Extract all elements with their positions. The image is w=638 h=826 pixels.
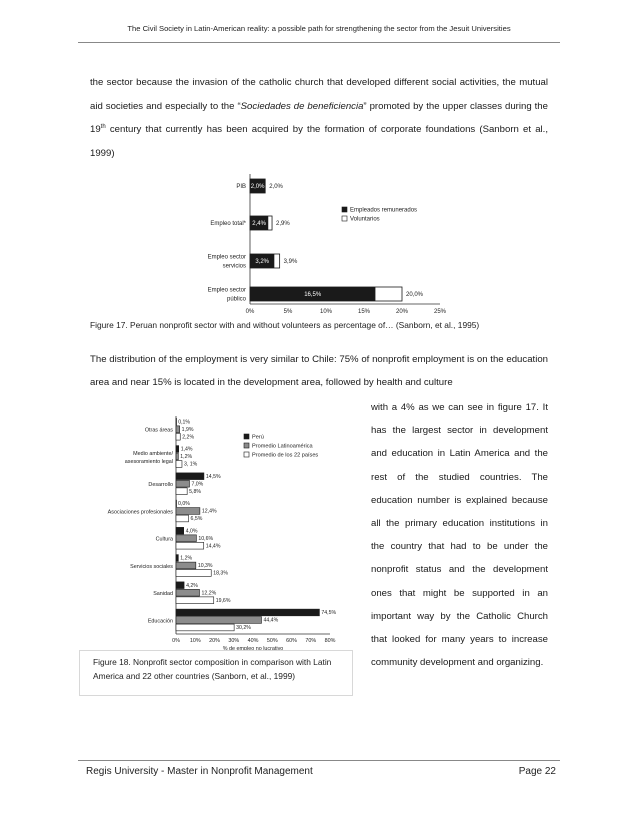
fig18-bar-label: 19,6% bbox=[215, 597, 231, 604]
right-column bbox=[371, 396, 548, 674]
fig18-tick-label: 30% bbox=[228, 638, 240, 644]
fig18-legend-swatch bbox=[244, 443, 249, 448]
fig18-tick-label: 20% bbox=[209, 638, 220, 644]
right-column-text: with a 4% as we can see in figure 17. It has the largest sector in development and education in Latin America and the rest of the studied countries. The education number is explained because all the primary education institutions in the country that had to be under the nonprofit status and the development ones that might be supported in an important way by the Catholic Church that looked for many years to increase community development and organizing. bbox=[371, 402, 548, 669]
fig18-tick-label: 70% bbox=[305, 638, 317, 644]
fig17-legend-label: Voluntarios bbox=[350, 216, 380, 223]
fig18-bar-label: 0,1% bbox=[178, 419, 191, 426]
fig18-x-axis-label: % de empleo no lucrativo bbox=[222, 646, 284, 652]
fig18-bar-latinoamerica bbox=[176, 480, 189, 487]
fig18-bar-peru bbox=[176, 446, 179, 453]
fig18-bar-latinoamerica bbox=[176, 617, 261, 624]
paragraph-1-part-a: the sector because the invasion of the catholic church that developed different social activities, the mutual aid societies and especially to the “ bbox=[90, 77, 548, 112]
paragraph-2-text: The distribution of the employment is very similar to Chile: 75% of nonprofit employment is on the education area and near 15% is located in the development area, followed by health and culture bbox=[90, 354, 548, 388]
figure-17-caption: Figure 17. Peruan nonprofit sector with and without volunteers as percentage of… (Sanborn, et al., 1995) bbox=[90, 320, 480, 330]
fig17-category-label: Empleo sector bbox=[207, 254, 246, 261]
paragraph-1-part-c: century that currently has been acquired by the formation of corporate foundations (Sanborn et al., 1999) bbox=[90, 124, 548, 159]
fig18-category-label: Educación bbox=[147, 618, 173, 625]
fig17-legend-swatch bbox=[342, 207, 347, 212]
fig18-legend-swatch bbox=[244, 452, 249, 457]
fig17-label-remunerados: 2,4% bbox=[252, 221, 266, 228]
figure-18-chart bbox=[82, 412, 354, 652]
fig18-category-label: Asociaciones profesionales bbox=[107, 509, 173, 516]
fig18-legend-swatch bbox=[244, 434, 249, 439]
paragraph-2 bbox=[90, 348, 548, 394]
fig18-bar-22-paises bbox=[176, 624, 234, 631]
fig18-bar-peru bbox=[176, 555, 178, 562]
fig17-label-voluntarios: 2,9% bbox=[276, 221, 290, 228]
paragraph-1-part-b: ” promoted by the upper classes during the 19 bbox=[90, 100, 548, 135]
fig17-category-label: Empleo total* bbox=[210, 221, 246, 228]
fig18-bar-label: 1,2% bbox=[180, 555, 193, 562]
fig18-bar-label: 4,2% bbox=[186, 582, 198, 589]
fig18-bar-label: 14,4% bbox=[205, 543, 221, 550]
fig17-category-label: PIB bbox=[236, 184, 246, 191]
fig18-bar-label: 1,2% bbox=[180, 454, 193, 461]
fig18-bar-label: 18,3% bbox=[213, 570, 228, 577]
fig18-bar-label: 4,0% bbox=[185, 528, 198, 535]
fig18-bar-label: 2,2% bbox=[182, 434, 195, 441]
fig18-legend-label: Promedio Latinoamérica bbox=[252, 443, 313, 450]
fig18-bar-peru bbox=[176, 609, 319, 616]
fig18-category-label: Cultura bbox=[155, 536, 173, 543]
running-header: The Civil Society in Latin-American reality: a possible path for strengthening the sector from the Jesuit Universities bbox=[127, 24, 511, 33]
footer-rule bbox=[78, 760, 560, 761]
fig18-bar-peru bbox=[176, 500, 177, 507]
fig18-bar-label: 0,0% bbox=[178, 501, 190, 508]
superscript-th: th bbox=[100, 123, 106, 130]
fig18-bar-22-paises bbox=[176, 461, 182, 468]
fig18-bar-label: 10,3% bbox=[197, 563, 213, 570]
header-rule bbox=[78, 42, 560, 43]
fig17-legend-label: Empleados remunerados bbox=[350, 207, 418, 214]
fig17-label-remunerados: 3,2% bbox=[255, 259, 270, 266]
fig17-tick-label: 5% bbox=[283, 309, 293, 315]
fig18-bar-label: 3, 1% bbox=[183, 461, 198, 468]
fig17-tick-label: 0% bbox=[245, 309, 255, 315]
paragraph-1 bbox=[90, 71, 548, 165]
fig18-bar-22-paises bbox=[176, 433, 180, 440]
fig18-category-label: Otras áreas bbox=[144, 427, 173, 434]
fig17-tick-label: 20% bbox=[395, 309, 409, 315]
fig18-bar-latinoamerica bbox=[176, 535, 196, 542]
fig17-category-label: servicios bbox=[222, 263, 246, 270]
fig18-bar-label: 1,4% bbox=[180, 446, 193, 453]
fig18-bar-peru bbox=[176, 473, 204, 480]
paragraph-1-text bbox=[90, 71, 548, 165]
paragraph-1-italic: Sociedades de beneficiencia bbox=[240, 100, 364, 112]
fig17-label-voluntarios: 2,0% bbox=[269, 184, 283, 191]
fig18-bar-label: 6,5% bbox=[190, 516, 203, 523]
fig18-bar-22-paises bbox=[176, 570, 211, 577]
fig18-bar-label: 74,5% bbox=[321, 610, 337, 617]
fig18-bar-label: 30,2% bbox=[236, 625, 251, 632]
fig18-legend-label: Perú bbox=[252, 434, 264, 441]
fig17-category-label: público bbox=[226, 296, 246, 303]
fig18-category-label: Sanidad bbox=[153, 591, 173, 598]
fig17-tick-label: 15% bbox=[357, 309, 371, 315]
fig18-bar-22-paises bbox=[176, 515, 189, 522]
fig18-tick-label: 80% bbox=[324, 638, 336, 644]
fig18-category-label: Servicios sociales bbox=[130, 563, 173, 570]
fig18-bar-latinoamerica bbox=[176, 562, 196, 569]
fig18-bar-label: 12,2% bbox=[201, 590, 217, 597]
fig18-bar-peru bbox=[176, 527, 184, 534]
fig18-bar-label: 5,8% bbox=[189, 488, 201, 495]
fig18-tick-label: 0% bbox=[172, 638, 180, 644]
fig18-bar-label: 1,9% bbox=[181, 426, 194, 433]
page-number: Page 22 bbox=[518, 766, 556, 777]
fig17-category-label: Empleo sector bbox=[207, 287, 246, 294]
fig18-category-label: Medio ambiente/ bbox=[133, 450, 173, 457]
fig18-legend-label: Promedio de los 22 países bbox=[252, 452, 319, 459]
fig18-bar-label: 44,4% bbox=[263, 617, 279, 624]
figure-18-caption: Figure 18. Nonprofit sector composition in comparison with Latin America and 22 other countries (Sanborn, et al., 1999) bbox=[79, 650, 353, 696]
fig18-bar-peru bbox=[176, 582, 184, 589]
fig18-tick-label: 50% bbox=[266, 638, 278, 644]
fig18-bar-22-paises bbox=[176, 542, 204, 549]
fig17-label-remunerados: 16,5% bbox=[304, 292, 322, 299]
fig18-bar-label: 12,4% bbox=[201, 508, 217, 515]
fig18-category-label: asesoramiento legal bbox=[124, 458, 173, 465]
fig18-bar-label: 7,0% bbox=[191, 481, 204, 488]
fig17-tick-label: 25% bbox=[433, 309, 447, 315]
footer-left: Regis University - Master in Nonprofit Management bbox=[86, 766, 313, 777]
fig18-bar-label: 10,6% bbox=[198, 535, 214, 542]
fig18-tick-label: 40% bbox=[247, 638, 259, 644]
fig17-label-voluntarios: 20,0% bbox=[406, 292, 424, 299]
fig18-bar-label: 14,5% bbox=[205, 473, 221, 480]
fig18-bar-22-paises bbox=[176, 488, 187, 495]
fig18-tick-label: 10% bbox=[189, 638, 201, 644]
fig17-label-remunerados: 2,0% bbox=[250, 184, 265, 191]
fig18-bar-latinoamerica bbox=[176, 426, 180, 433]
fig18-bar-peru bbox=[176, 418, 177, 425]
fig18-tick-label: 60% bbox=[286, 638, 297, 644]
fig17-legend-swatch bbox=[342, 216, 347, 221]
fig18-bar-22-paises bbox=[176, 597, 214, 604]
fig18-category-label: Desarrollo bbox=[148, 482, 173, 489]
fig18-bar-latinoamerica bbox=[176, 508, 200, 515]
figure-17-chart bbox=[190, 170, 550, 315]
fig17-tick-label: 10% bbox=[319, 309, 333, 315]
fig18-bar-latinoamerica bbox=[176, 453, 178, 460]
fig18-bar-latinoamerica bbox=[176, 589, 199, 596]
fig17-label-voluntarios: 3,9% bbox=[283, 259, 298, 266]
